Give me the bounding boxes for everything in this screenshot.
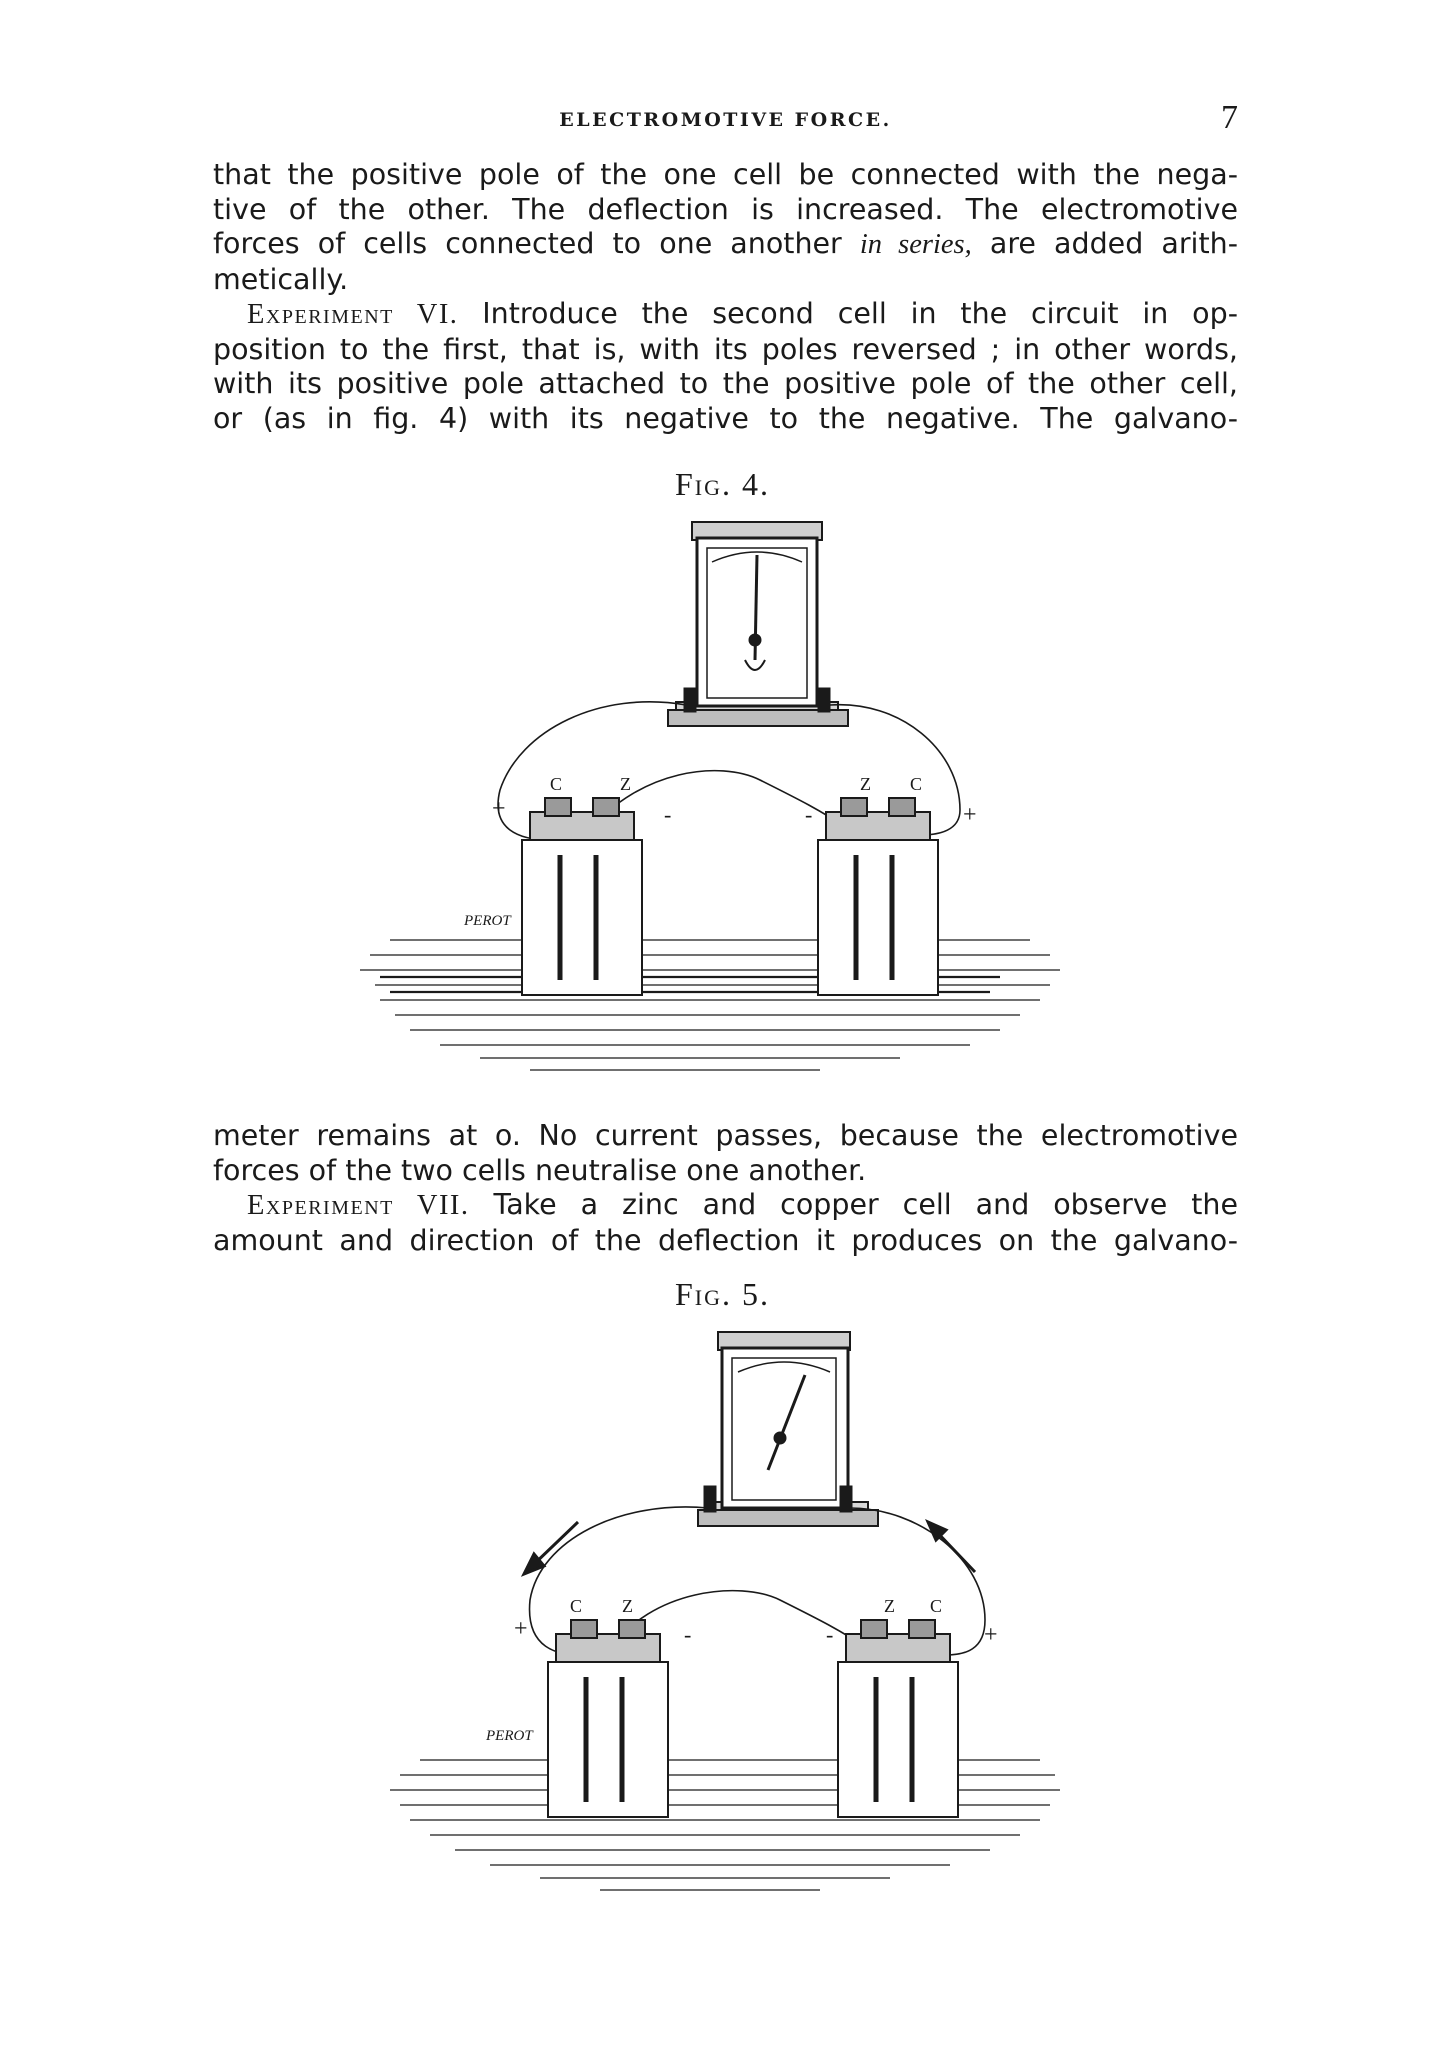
plus-sign-left: + (492, 796, 506, 822)
engraver-signature: PEROT (464, 913, 511, 929)
label-c-right: C (930, 1596, 943, 1616)
text-span: Take a zinc and copper cell and observe the (469, 1188, 1238, 1221)
left-cell (522, 798, 642, 995)
text-line (213, 1188, 1238, 1224)
label-z-left: Z (622, 1596, 633, 1616)
text-line: or (as in fig. 4) with its negative to the negative. The galvano- (213, 401, 1238, 435)
minus-sign-right: - (826, 1622, 834, 1647)
galvanometer (668, 522, 848, 726)
text-line: with its positive pole attached to the positive pole of the other cell, (213, 367, 1238, 400)
right-cell (818, 798, 938, 995)
experiment-label: Experiment VI. (247, 299, 459, 330)
italic-term: in series, (859, 229, 972, 260)
left-cell (548, 1620, 668, 1817)
right-cell (838, 1620, 958, 1817)
engraver-signature: PEROT (486, 1728, 533, 1744)
text-line: meter remains at o. No current passes, because the electromotive (213, 1119, 1238, 1152)
figure-4-illustration (0, 510, 1445, 1100)
paragraph-series (213, 158, 1238, 297)
paragraph-result-vi (213, 1119, 1238, 1188)
paragraph-experiment-vi (213, 297, 1238, 436)
text-line: position to the first, that is, with its poles reversed ; in other words, (213, 332, 1238, 366)
table-hatching (390, 1760, 1060, 1890)
label-z-right: Z (860, 774, 871, 794)
current-arrows (524, 1522, 975, 1574)
label-z-right: Z (884, 1596, 895, 1616)
plus-sign-right: + (963, 802, 977, 828)
minus-sign-right: - (805, 802, 813, 827)
label-c-left: C (570, 1596, 583, 1616)
running-title: ELECTROMOTIVE FORCE. (559, 109, 892, 131)
galvanometer (698, 1332, 878, 1526)
label-z-left: Z (620, 774, 631, 794)
figure-5-caption: Fig. 5. (674, 1276, 770, 1312)
text-span: Introduce the second cell in the circuit in op- (458, 297, 1238, 330)
text-line (213, 297, 1238, 333)
minus-sign-left: - (664, 802, 672, 827)
text-span: forces of cells connected to one another (213, 227, 860, 260)
text-span: are added arith- (971, 227, 1238, 260)
table-hatching (360, 940, 1060, 1070)
plus-sign-left: + (514, 1616, 528, 1642)
page-header (213, 99, 1238, 145)
figure-4-caption: Fig. 4. (674, 466, 770, 502)
text-line: tive of the other. The deflection is increased. The electromotive (213, 192, 1238, 226)
label-c-left: C (550, 774, 563, 794)
figure-5-illustration (0, 1320, 1445, 1920)
text-line: that the positive pole of the one cell be connected with the nega- (213, 158, 1238, 191)
text-line (213, 227, 1238, 263)
paragraph-experiment-vii (213, 1188, 1238, 1258)
text-line: forces of the two cells neutralise one another. (213, 1153, 867, 1187)
page-number: 7 (1221, 99, 1238, 136)
text-line: metically. (213, 262, 349, 296)
plus-sign-right: + (984, 1622, 998, 1648)
label-c-right: C (910, 774, 923, 794)
text-line: amount and direction of the deflection it produces on the galvano- (213, 1223, 1238, 1257)
experiment-label: Experiment VII. (247, 1190, 470, 1221)
minus-sign-left: - (684, 1622, 692, 1647)
